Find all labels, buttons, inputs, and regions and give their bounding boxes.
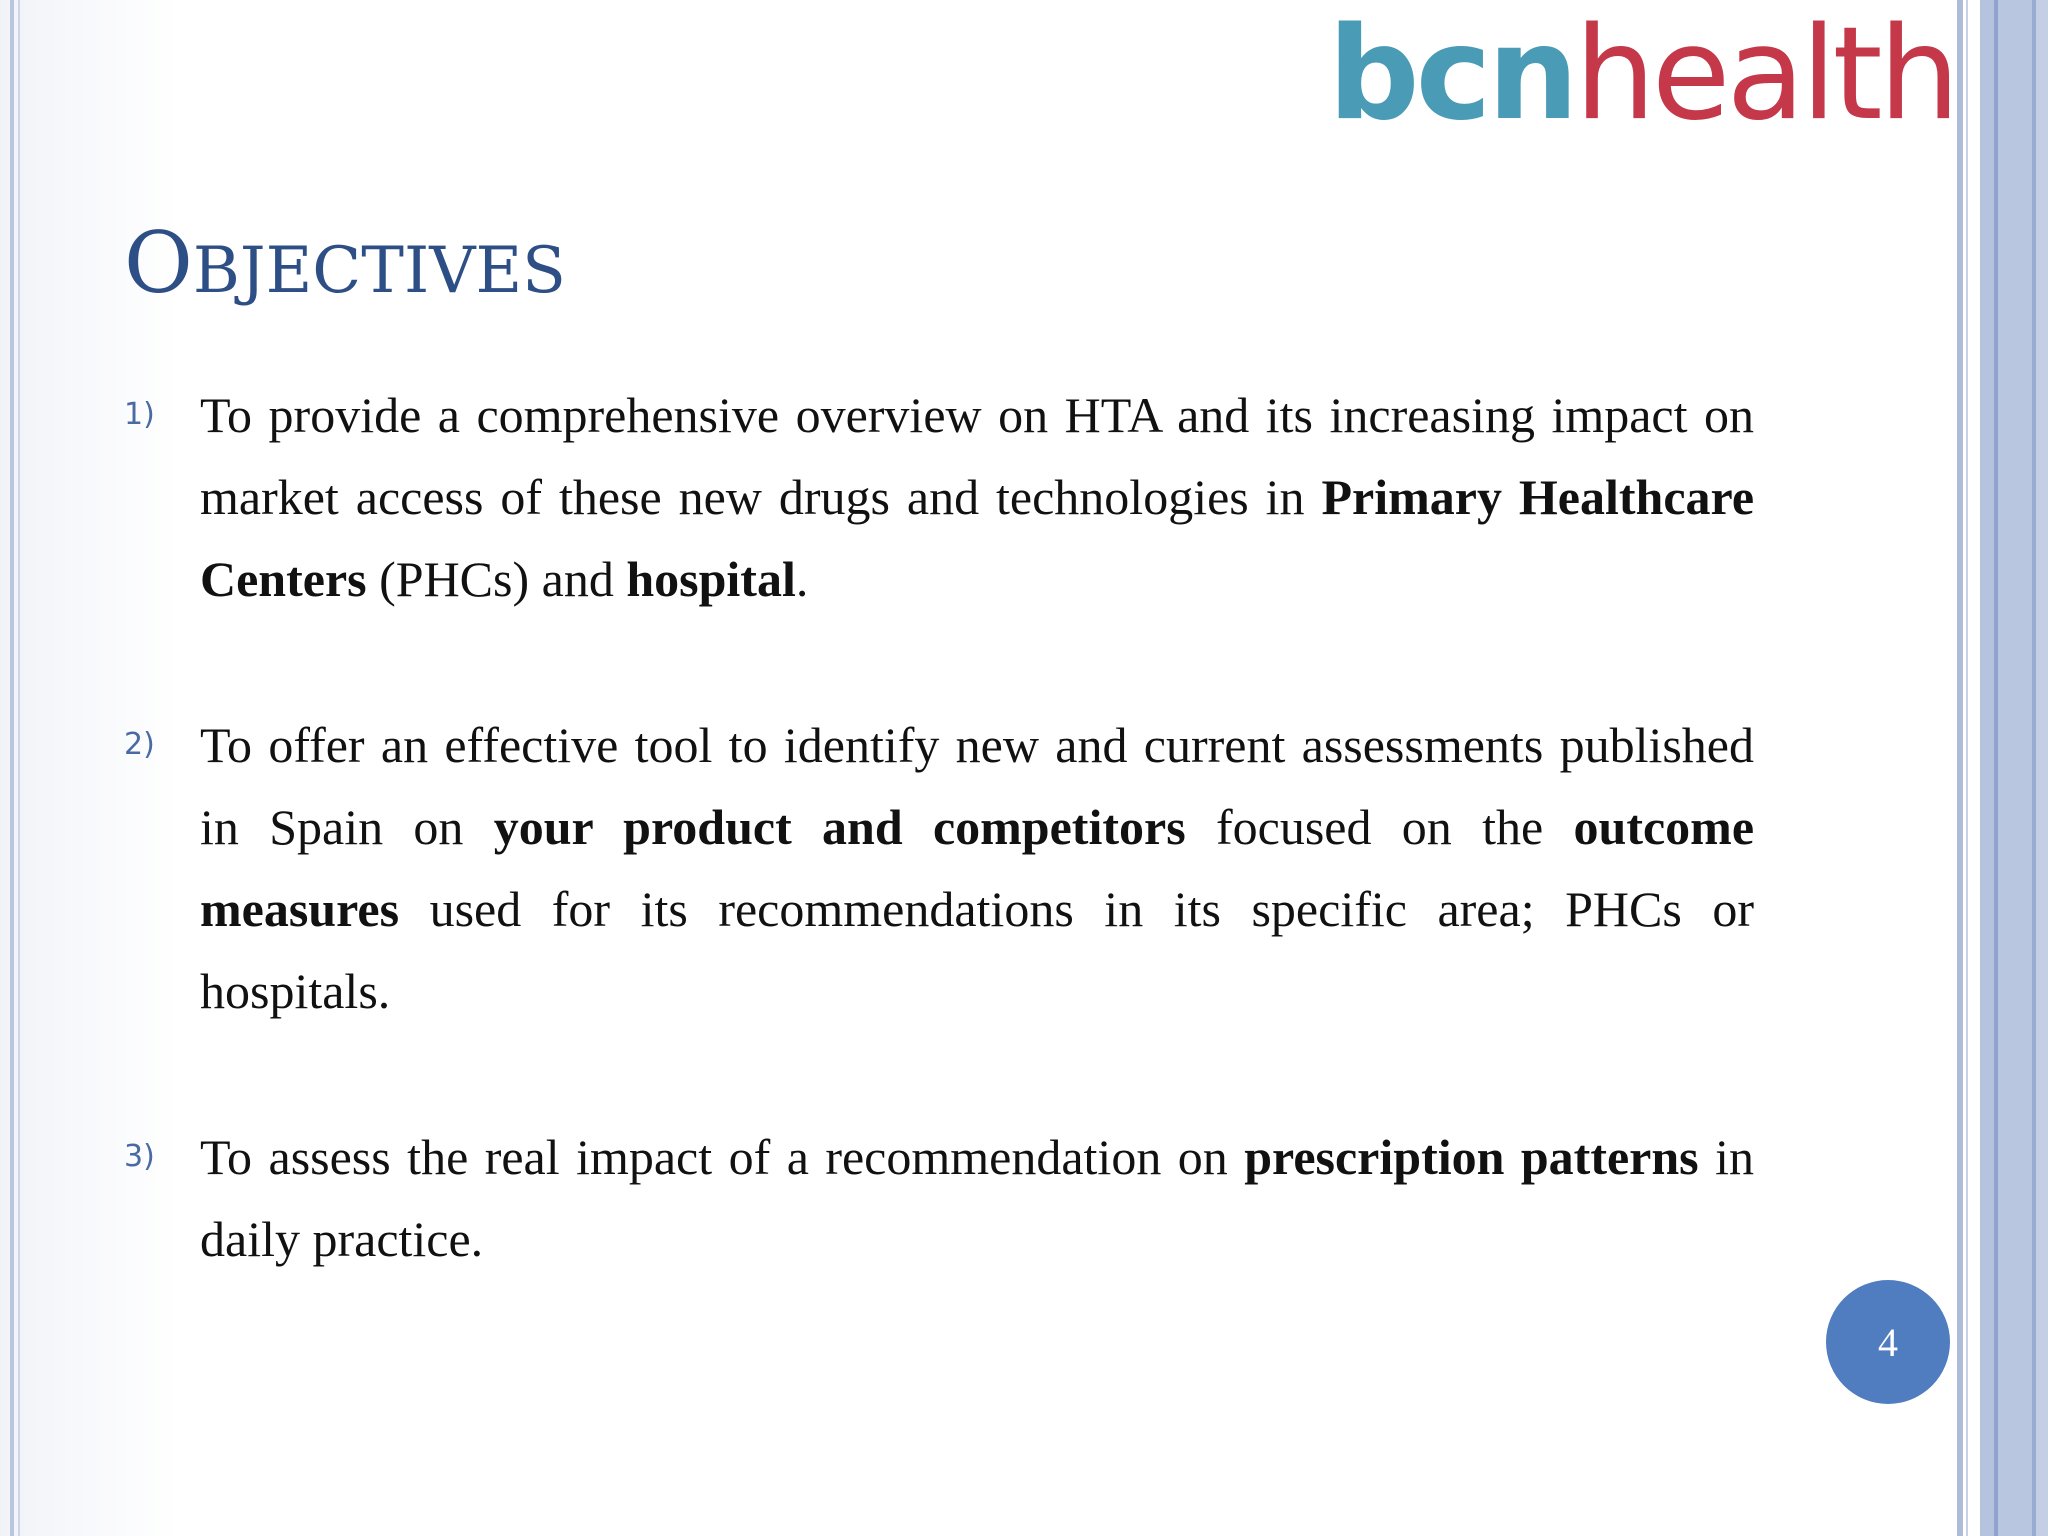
objective-number: 1) xyxy=(124,397,155,432)
objective-number: 3) xyxy=(124,1139,155,1174)
bcnhealth-logo xyxy=(1328,0,1956,150)
title-initial: O xyxy=(124,214,193,312)
left-border-line xyxy=(10,0,14,1536)
right-border-line xyxy=(1957,0,1963,1536)
objective-text: To assess the real impact of a recommendation on prescription patterns in daily practice. xyxy=(200,1129,1754,1267)
slide-title xyxy=(124,214,566,316)
right-decorative-band xyxy=(1980,0,2048,1536)
page-number: 4 xyxy=(1878,1319,1898,1365)
objective-number: 2) xyxy=(124,727,155,762)
objective-text: To offer an effective tool to identify new and current assessments published in Spain on your product and competitors focused on the outcome measures used for its recommendations in its specific area; PHCs or hospitals. xyxy=(200,717,1755,1019)
objective-text: To provide a comprehensive overview on HTA and its increasing impact on market access of these new drugs and technologies in Primary Healthcare Centers (PHCs) and hospital. xyxy=(200,387,1755,607)
logo-bcn-text: bcn xyxy=(1328,0,1575,149)
right-border-line-thin xyxy=(1966,0,1968,1536)
logo-health-text: health xyxy=(1574,0,1956,149)
title-rest: BJECTIVES xyxy=(192,234,566,308)
left-border-line-thin xyxy=(18,0,20,1536)
page-number-badge xyxy=(1826,1280,1950,1404)
